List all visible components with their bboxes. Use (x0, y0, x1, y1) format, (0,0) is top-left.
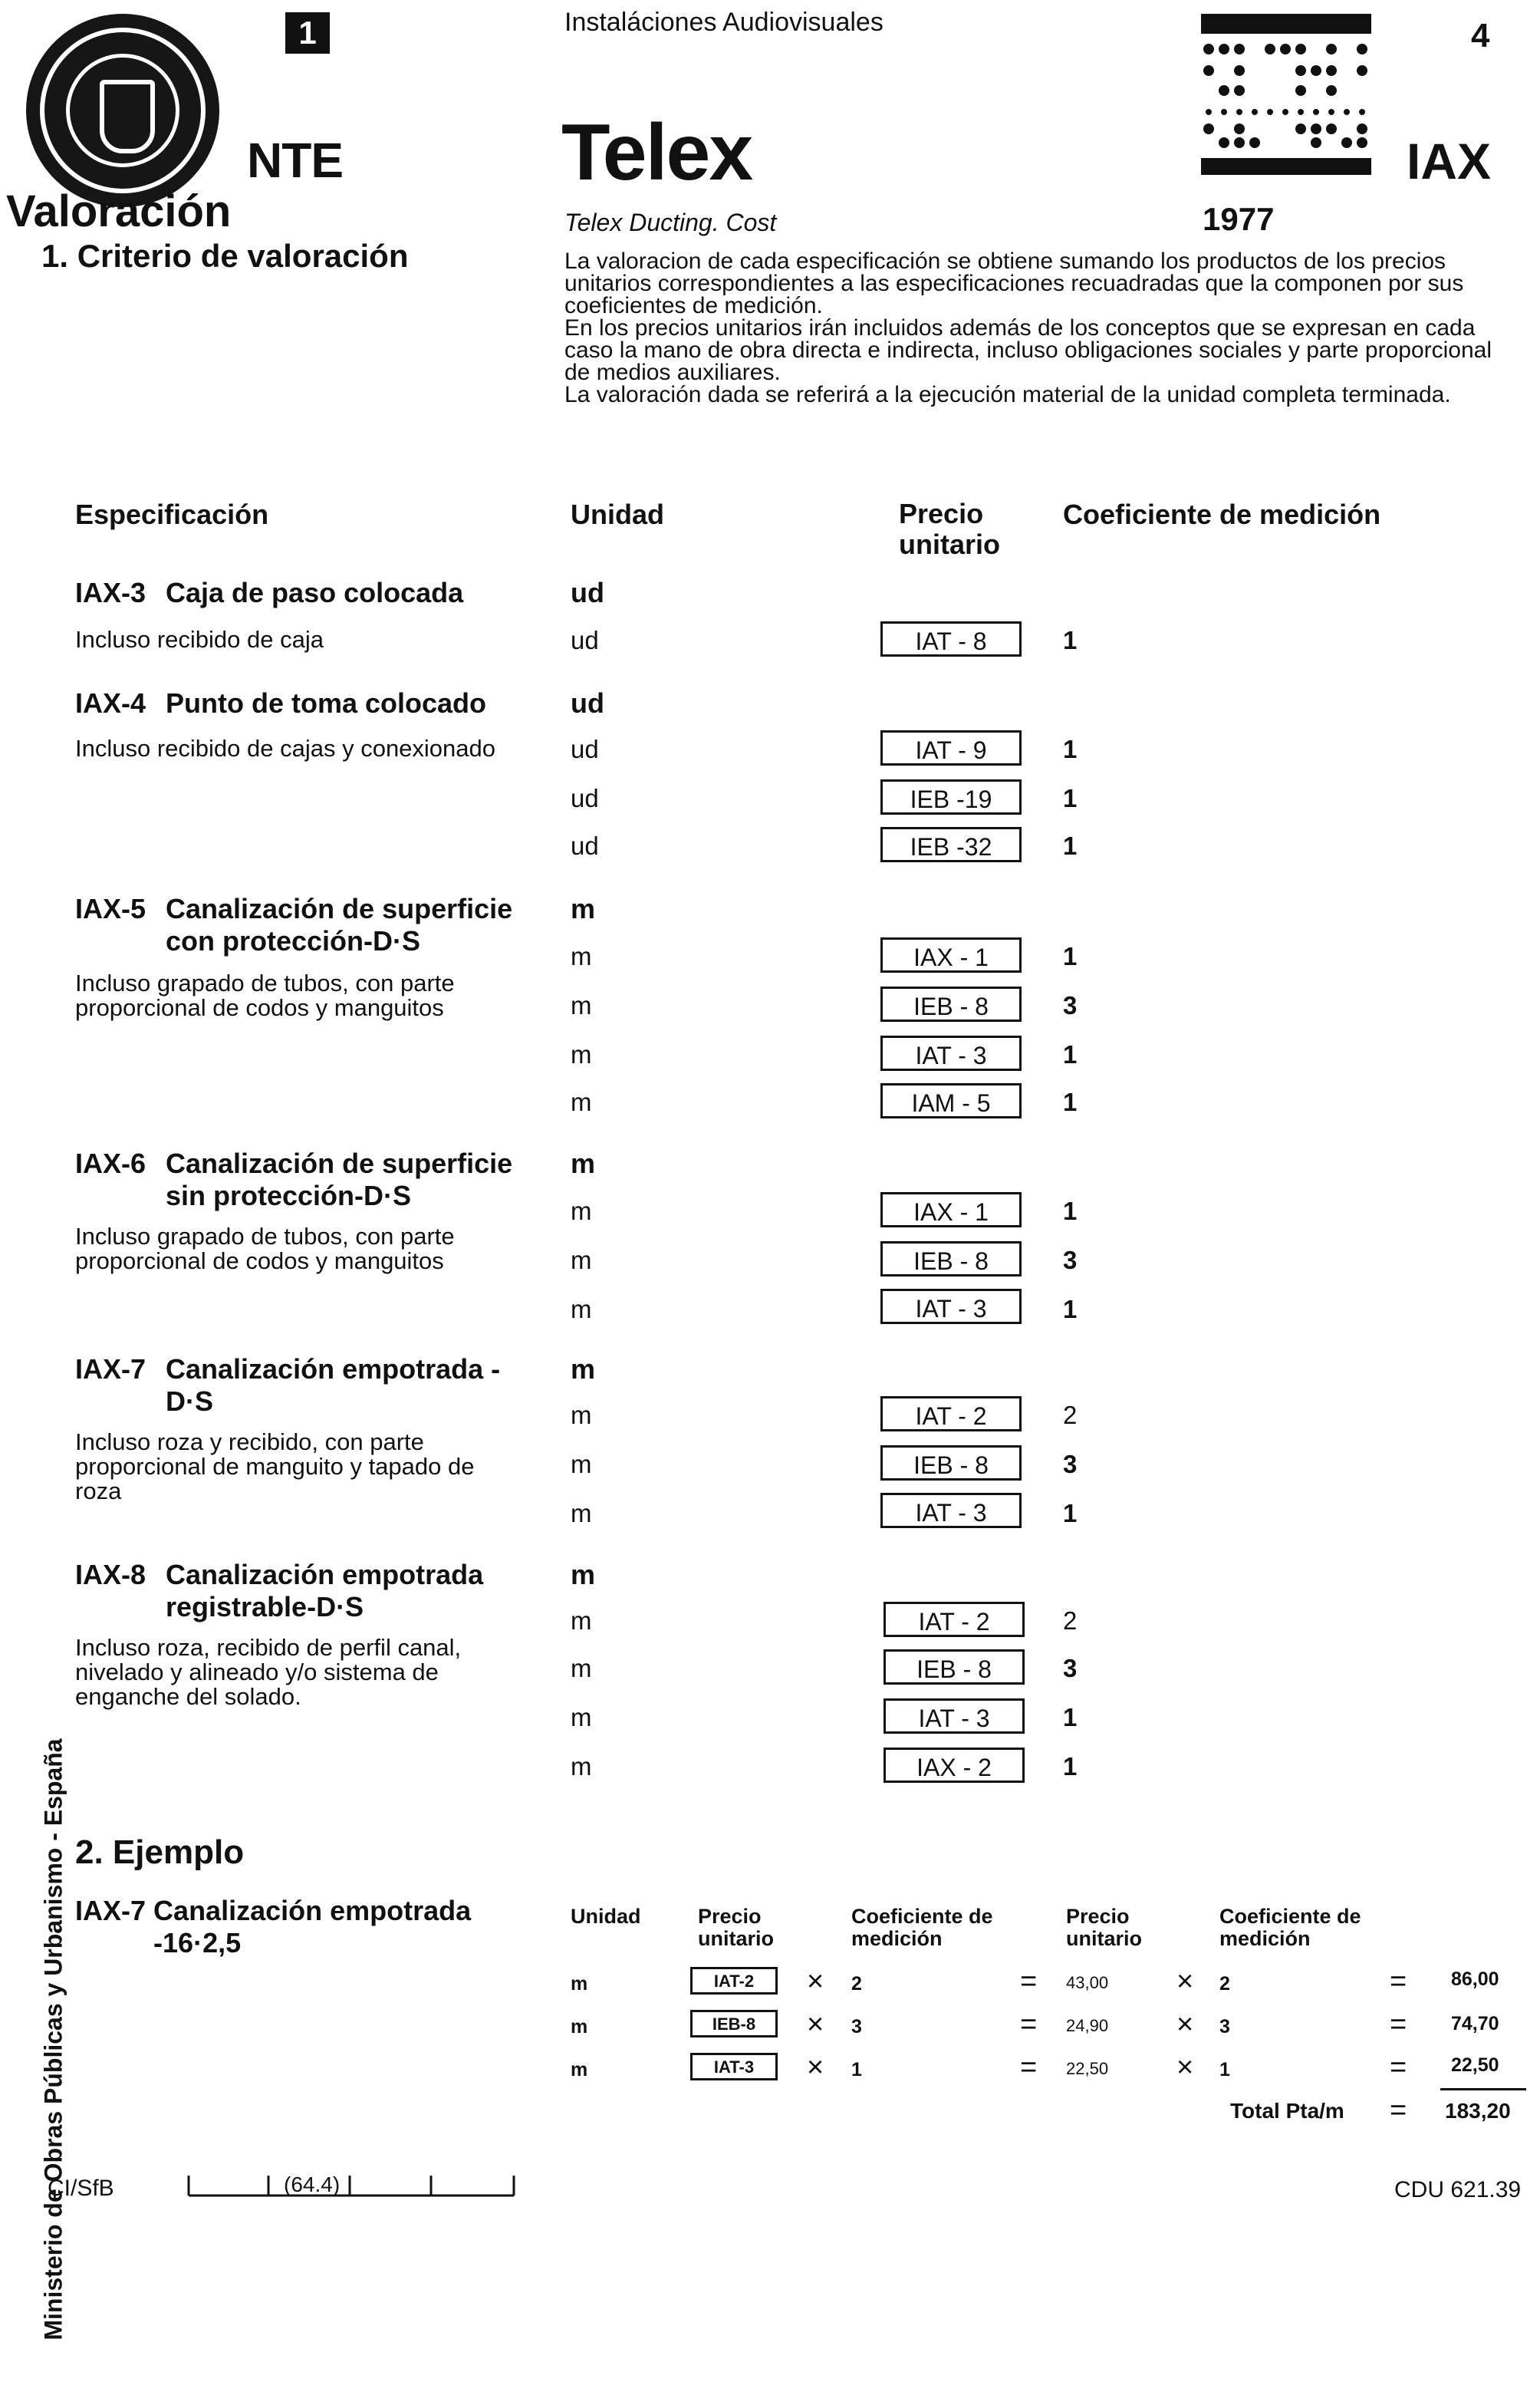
price-ref-box: IEB - 8 (880, 987, 1022, 1022)
spec-title (75, 893, 520, 957)
ministry-side-label: Ministerio de Obras Públicas y Urbanismo - España (39, 1738, 67, 2341)
times-symbol: × (807, 2051, 824, 2084)
example-spec-name: Canalización empotrada -16·2,5 (153, 1895, 472, 1958)
price-ref-box: IAT - 3 (884, 1698, 1025, 1734)
times-symbol: × (1176, 2051, 1194, 2084)
example-result: 74,70 (1451, 2013, 1499, 2034)
standard-label: NTE (247, 133, 343, 188)
example-price-value: 22,50 (1066, 2059, 1109, 2078)
times-symbol: × (807, 1965, 824, 1998)
total-label: Total Pta/m (1230, 2099, 1344, 2123)
example-header-coef2: Coeficiente de medición (1219, 1905, 1361, 1950)
year-label: 1977 (1203, 201, 1275, 237)
col-header-price: Precio unitario (899, 498, 1000, 560)
section-heading: Valoración (6, 186, 232, 236)
footer-classification: CI/SfB (48, 2176, 114, 2201)
row-coef: 2 (1063, 1606, 1078, 1635)
spec-unit: m (571, 1559, 596, 1590)
price-ref-box: IAT - 8 (880, 621, 1022, 657)
ministry-seal-icon (26, 14, 219, 207)
spec-title (75, 577, 520, 609)
row-unit: m (571, 991, 592, 1020)
example-spec-id: IAX-7 (75, 1895, 146, 1926)
col-header-spec: Especificación (75, 499, 269, 530)
price-ref-box: IEB -32 (880, 827, 1022, 862)
total-value: 183,20 (1445, 2099, 1511, 2123)
row-coef: 1 (1063, 1088, 1078, 1116)
row-unit: m (571, 1401, 592, 1429)
example-heading: 2. Ejemplo (75, 1833, 245, 1871)
row-unit: ud (571, 784, 599, 812)
spec-unit: ud (571, 687, 604, 719)
row-unit: m (571, 1295, 592, 1323)
example-spec-title (75, 1895, 522, 1959)
row-coef: 1 (1063, 784, 1078, 812)
row-coef: 1 (1063, 1040, 1078, 1069)
example-unit: m (571, 1973, 588, 1995)
example-unit: m (571, 2016, 588, 2037)
row-coef: 2 (1063, 1401, 1078, 1429)
example-result: 22,50 (1451, 2054, 1499, 2076)
spec-name: Caja de paso colocada (166, 577, 464, 608)
row-coef: 1 (1063, 832, 1078, 860)
spec-id: IAX-6 (75, 1148, 146, 1179)
spec-name: Canalización de superficie con protección-D·S (166, 893, 513, 957)
col-header-unit: Unidad (571, 499, 664, 530)
price-ref-box: IAT - 3 (880, 1289, 1022, 1324)
section-subheading: 1. Criterio de valoración (41, 238, 409, 274)
spec-description: Incluso recibido de cajas y conexionado (75, 735, 496, 762)
row-unit: m (571, 1606, 592, 1635)
spec-description: Incluso grapado de tubos, con parte proporcional de codos y manguitos (75, 1223, 455, 1274)
spec-id: IAX-5 (75, 893, 146, 924)
equals-symbol: = (1390, 1965, 1407, 1998)
example-price-value: 24,90 (1066, 2016, 1109, 2035)
spec-description: Incluso recibido de caja (75, 626, 324, 653)
subject-label: Instaláciones Audiovisuales (564, 8, 884, 37)
equals-symbol: = (1390, 2008, 1407, 2041)
price-ref-box: IAT - 9 (880, 730, 1022, 766)
spec-unit: m (571, 1148, 596, 1179)
row-coef: 1 (1063, 1752, 1078, 1781)
row-unit: ud (571, 626, 599, 654)
row-unit: m (571, 1450, 592, 1478)
example-coef2: 3 (1219, 2016, 1230, 2037)
spec-name: Punto de toma colocado (166, 687, 487, 719)
series-number: 1 (285, 12, 330, 54)
spec-id: IAX-8 (75, 1559, 146, 1590)
times-symbol: × (1176, 2008, 1194, 2041)
equals-symbol: = (1020, 2008, 1038, 2041)
row-unit: m (571, 1040, 592, 1069)
row-coef: 1 (1063, 626, 1078, 654)
spec-id: IAX-4 (75, 687, 146, 719)
row-coef: 1 (1063, 1295, 1078, 1323)
page-subtitle: Telex Ducting. Cost (564, 209, 777, 236)
spec-name: Canalización empotrada -D·S (166, 1353, 501, 1417)
footer-cdu: CDU 621.39 (1394, 2177, 1522, 2202)
row-unit: ud (571, 735, 599, 763)
equals-symbol: = (1390, 2094, 1407, 2126)
spec-unit: m (571, 893, 596, 924)
spec-description: Incluso roza, recibido de perfil canal, nivelado y alineado y/o sistema de enganche del solado. (75, 1634, 462, 1710)
spec-title (75, 1353, 520, 1418)
braille-code-block-icon (1201, 14, 1371, 175)
spec-description: Incluso grapado de tubos, con parte proporcional de codos y manguitos (75, 970, 455, 1021)
intro-paragraph: En los precios unitarios irán incluidos además de los conceptos que se expresan en cada caso la mano de obra directa e indirecta, incluso obligaciones sociales y parte proporcional de medios auxiliares. (564, 315, 1492, 385)
row-unit: ud (571, 832, 599, 860)
price-ref-box: IAT - 2 (884, 1602, 1025, 1637)
price-ref-box: IAM - 5 (880, 1083, 1022, 1118)
price-ref-box: IAX - 1 (880, 1192, 1022, 1227)
row-coef: 1 (1063, 942, 1078, 970)
example-result: 86,00 (1451, 1968, 1499, 1990)
example-coef: 3 (851, 2016, 862, 2037)
example-coef: 2 (851, 1973, 862, 1995)
spec-id: IAX-7 (75, 1353, 146, 1385)
classification-ruler (187, 2168, 515, 2199)
example-unit: m (571, 2059, 588, 2080)
price-ref-box: IEB - 8 (884, 1649, 1025, 1685)
row-coef: 3 (1063, 1246, 1078, 1274)
row-coef: 1 (1063, 735, 1078, 763)
row-coef: 3 (1063, 1654, 1078, 1682)
row-coef: 1 (1063, 1499, 1078, 1527)
row-coef: 3 (1063, 991, 1078, 1020)
spec-description: Incluso roza y recibido, con parte proporcional de manguito y tapado de roza (75, 1428, 475, 1504)
ruler-label: (64.4) (284, 2173, 341, 2196)
row-unit: m (571, 1499, 592, 1527)
spec-title (75, 1559, 520, 1623)
intro-paragraph: La valoración dada se referirá a la ejecución material de la unidad completa terminada. (564, 382, 1451, 407)
price-ref-box: IEB -19 (880, 779, 1022, 815)
spec-title (75, 687, 520, 720)
price-ref-box: IAT - 3 (880, 1036, 1022, 1071)
price-ref-box: IAX - 2 (884, 1748, 1025, 1783)
row-unit: m (571, 1088, 592, 1116)
example-header-coef: Coeficiente de medición (851, 1905, 993, 1950)
example-coef: 1 (851, 2059, 862, 2080)
example-price-ref: IAT-2 (690, 1967, 778, 1995)
price-ref-box: IEB - 8 (880, 1241, 1022, 1277)
price-ref-box: IAT - 2 (880, 1396, 1022, 1431)
equals-symbol: = (1390, 2051, 1407, 2084)
row-unit: m (571, 1752, 592, 1781)
row-unit: m (571, 1246, 592, 1274)
example-coef2: 2 (1219, 1973, 1230, 1995)
row-unit: m (571, 1197, 592, 1225)
example-price-value: 43,00 (1066, 1973, 1109, 1992)
equals-symbol: = (1020, 1965, 1038, 1998)
row-unit: m (571, 1703, 592, 1731)
page-number: 4 (1471, 17, 1490, 54)
example-coef2: 1 (1219, 2059, 1230, 2080)
price-ref-box: IAX - 1 (880, 937, 1022, 973)
row-unit: m (571, 942, 592, 970)
price-ref-box: IAT - 3 (880, 1493, 1022, 1528)
spec-id: IAX-3 (75, 577, 146, 608)
spec-name: Canalización empotrada registrable-D·S (166, 1559, 484, 1622)
col-header-coef: Coeficiente de medición (1063, 499, 1381, 530)
spec-title (75, 1148, 520, 1212)
example-price-ref: IAT-3 (690, 2053, 778, 2080)
example-header-unit: Unidad (571, 1905, 641, 1928)
row-coef: 1 (1063, 1197, 1078, 1225)
example-price-ref: IEB-8 (690, 2010, 778, 2037)
total-rule (1440, 2088, 1526, 2090)
section-code: IAX (1407, 133, 1492, 189)
row-coef: 3 (1063, 1450, 1078, 1478)
times-symbol: × (807, 2008, 824, 2041)
example-header-price: Precio unitario (698, 1905, 774, 1950)
row-unit: m (571, 1654, 592, 1682)
spec-name: Canalización de superficie sin protección-D·S (166, 1148, 513, 1211)
example-header-price2: Precio unitario (1066, 1905, 1142, 1950)
page-title: Telex (561, 108, 752, 197)
times-symbol: × (1176, 1965, 1194, 1998)
row-coef: 1 (1063, 1703, 1078, 1731)
intro-text (564, 250, 1505, 406)
spec-unit: m (571, 1353, 596, 1385)
price-ref-box: IEB - 8 (880, 1445, 1022, 1481)
spec-unit: ud (571, 577, 604, 608)
intro-paragraph: La valoracion de cada especificación se obtiene sumando los productos de los precios unitarios correspondientes a las especificaciones recuadradas que la componen por sus coeficientes de medición. (564, 249, 1464, 318)
equals-symbol: = (1020, 2051, 1038, 2084)
